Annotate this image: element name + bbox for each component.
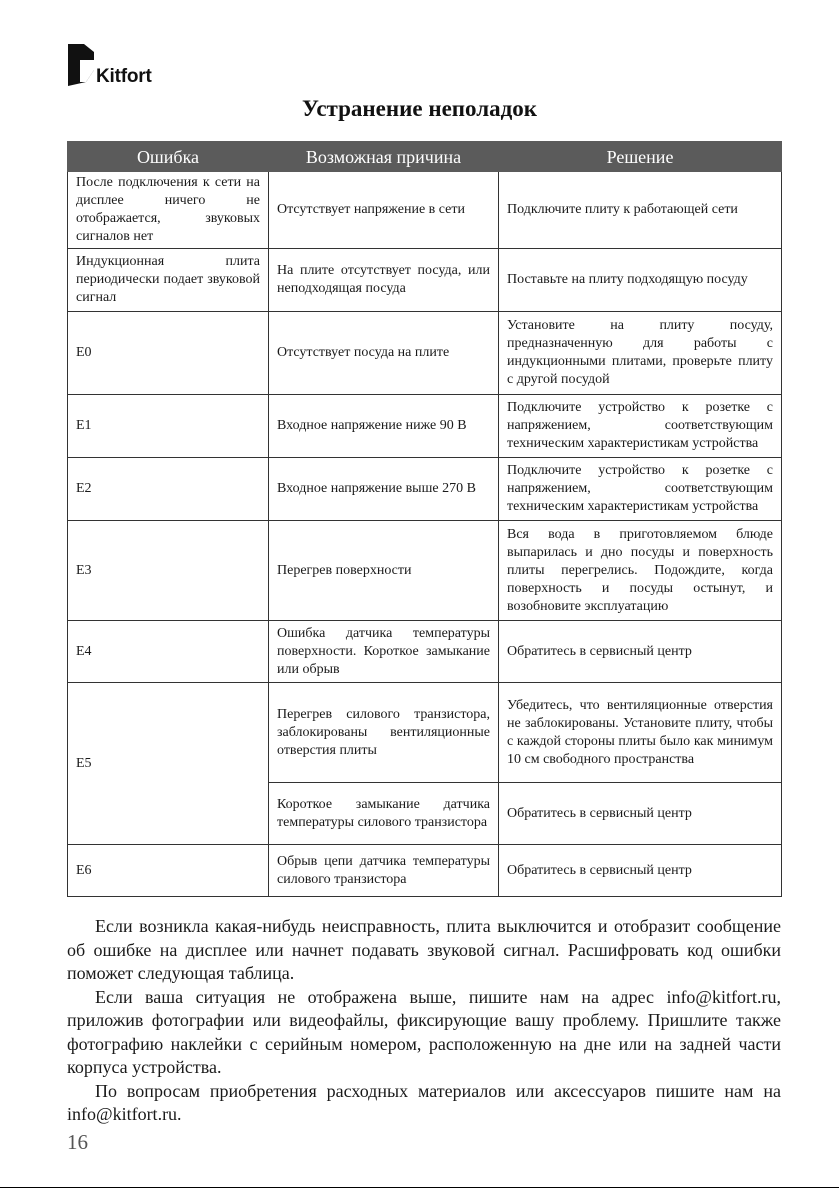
solution-cell: Вся вода в приготовляемом блюде выпарилась и дно посуды и поверхность плиты перегрелись. Подождите, когда поверхность и посуды остынут, и возобновите эксплуатацию <box>499 521 782 621</box>
table-row <box>68 395 782 458</box>
error-code-cell: E3 <box>68 521 269 621</box>
solution-cell: Подключите плиту к работающей сети <box>499 172 782 249</box>
error-cell: После подключения к сети на дисплее ничего не отображается, звуковых сигналов нет <box>68 172 269 249</box>
table-row <box>68 312 782 395</box>
table-row <box>68 621 782 683</box>
cause-cell: Перегрев поверхности <box>269 521 499 621</box>
troubleshooting-table <box>67 141 782 897</box>
solution-cell: Обратитесь в сервисный центр <box>499 621 782 683</box>
error-code-cell: E2 <box>68 458 269 521</box>
body-text <box>67 915 781 1127</box>
table-header-row <box>68 142 782 172</box>
table-row <box>68 521 782 621</box>
table-row <box>68 683 782 783</box>
solution-cell: Поставьте на плиту подходящую посуду <box>499 249 782 312</box>
brand-name: Kitfort <box>96 66 152 87</box>
cause-cell: Отсутствует напряжение в сети <box>269 172 499 249</box>
cause-cell: Входное напряжение ниже 90 В <box>269 395 499 458</box>
kitfort-logo <box>66 42 186 90</box>
table-row <box>68 172 782 249</box>
error-code-cell: E0 <box>68 312 269 395</box>
paragraph: Если возникла какая-нибудь неисправность, плита выключится и отобразит сообщение об ошибке на дисплее или начнет подавать звуковой сигнал. Расшифровать код ошибки поможет следующая таблица. <box>67 916 781 983</box>
header-cause: Возможная причина <box>269 142 499 172</box>
cause-cell: Короткое замыкание датчика температуры силового транзистора <box>269 783 499 845</box>
error-cell: Индукционная плита периодически подает звуковой сигнал <box>68 249 269 312</box>
error-code-cell: E1 <box>68 395 269 458</box>
error-code-cell: E6 <box>68 845 269 897</box>
solution-cell: Подключите устройство к розетке с напряжением, соответствующим техническим характеристикам устройства <box>499 458 782 521</box>
cause-cell: На плите отсутствует посуда, или неподходящая посуда <box>269 249 499 312</box>
table-row <box>68 249 782 312</box>
table-row <box>68 458 782 521</box>
kitfort-logo-icon <box>66 42 96 88</box>
page-number: 16 <box>67 1130 88 1154</box>
bottom-rule <box>0 1187 839 1188</box>
cause-cell: Обрыв цепи датчика температуры силового транзистора <box>269 845 499 897</box>
table-row <box>68 845 782 897</box>
paragraph: Если ваша ситуация не отображена выше, пишите нам на адрес info@kitfort.ru, приложив фотографии или видеофайлы, фиксирующие вашу проблему. Пришлите также фотографию наклейки с серийным номером, расположенную на дне или на задней части корпуса устройства. <box>67 986 781 1077</box>
solution-cell: Подключите устройство к розетке с напряжением, соответствующим техническим характеристикам устройства <box>499 395 782 458</box>
error-code-cell: E5 <box>68 683 269 845</box>
page-title: Устранение неполадок <box>301 96 538 121</box>
header-solution: Решение <box>499 142 782 172</box>
solution-cell: Установите на плиту посуду, предназначенную для работы с индукционными плитами, проверьте плиту с другой посудой <box>499 312 782 395</box>
solution-cell: Обратитесь в сервисный центр <box>499 783 782 845</box>
solution-cell: Обратитесь в сервисный центр <box>499 845 782 897</box>
paragraph: По вопросам приобретения расходных материалов или аксессуаров пишите нам на info@kitfort.ru. <box>67 1080 781 1124</box>
cause-cell: Перегрев силового транзистора, заблокированы вентиляционные отверстия плиты <box>269 683 499 783</box>
cause-cell: Входное напряжение выше 270 В <box>269 458 499 521</box>
error-code-cell: E4 <box>68 621 269 683</box>
cause-cell: Ошибка датчика температуры поверхности. Короткое замыкание или обрыв <box>269 621 499 683</box>
cause-cell: Отсутствует посуда на плите <box>269 312 499 395</box>
header-error: Ошибка <box>68 142 269 172</box>
solution-cell: Убедитесь, что вентиляционные отверстия не заблокированы. Установите плиту, чтобы с каждой стороны плиты было как минимум 10 см свободного пространства <box>499 683 782 783</box>
